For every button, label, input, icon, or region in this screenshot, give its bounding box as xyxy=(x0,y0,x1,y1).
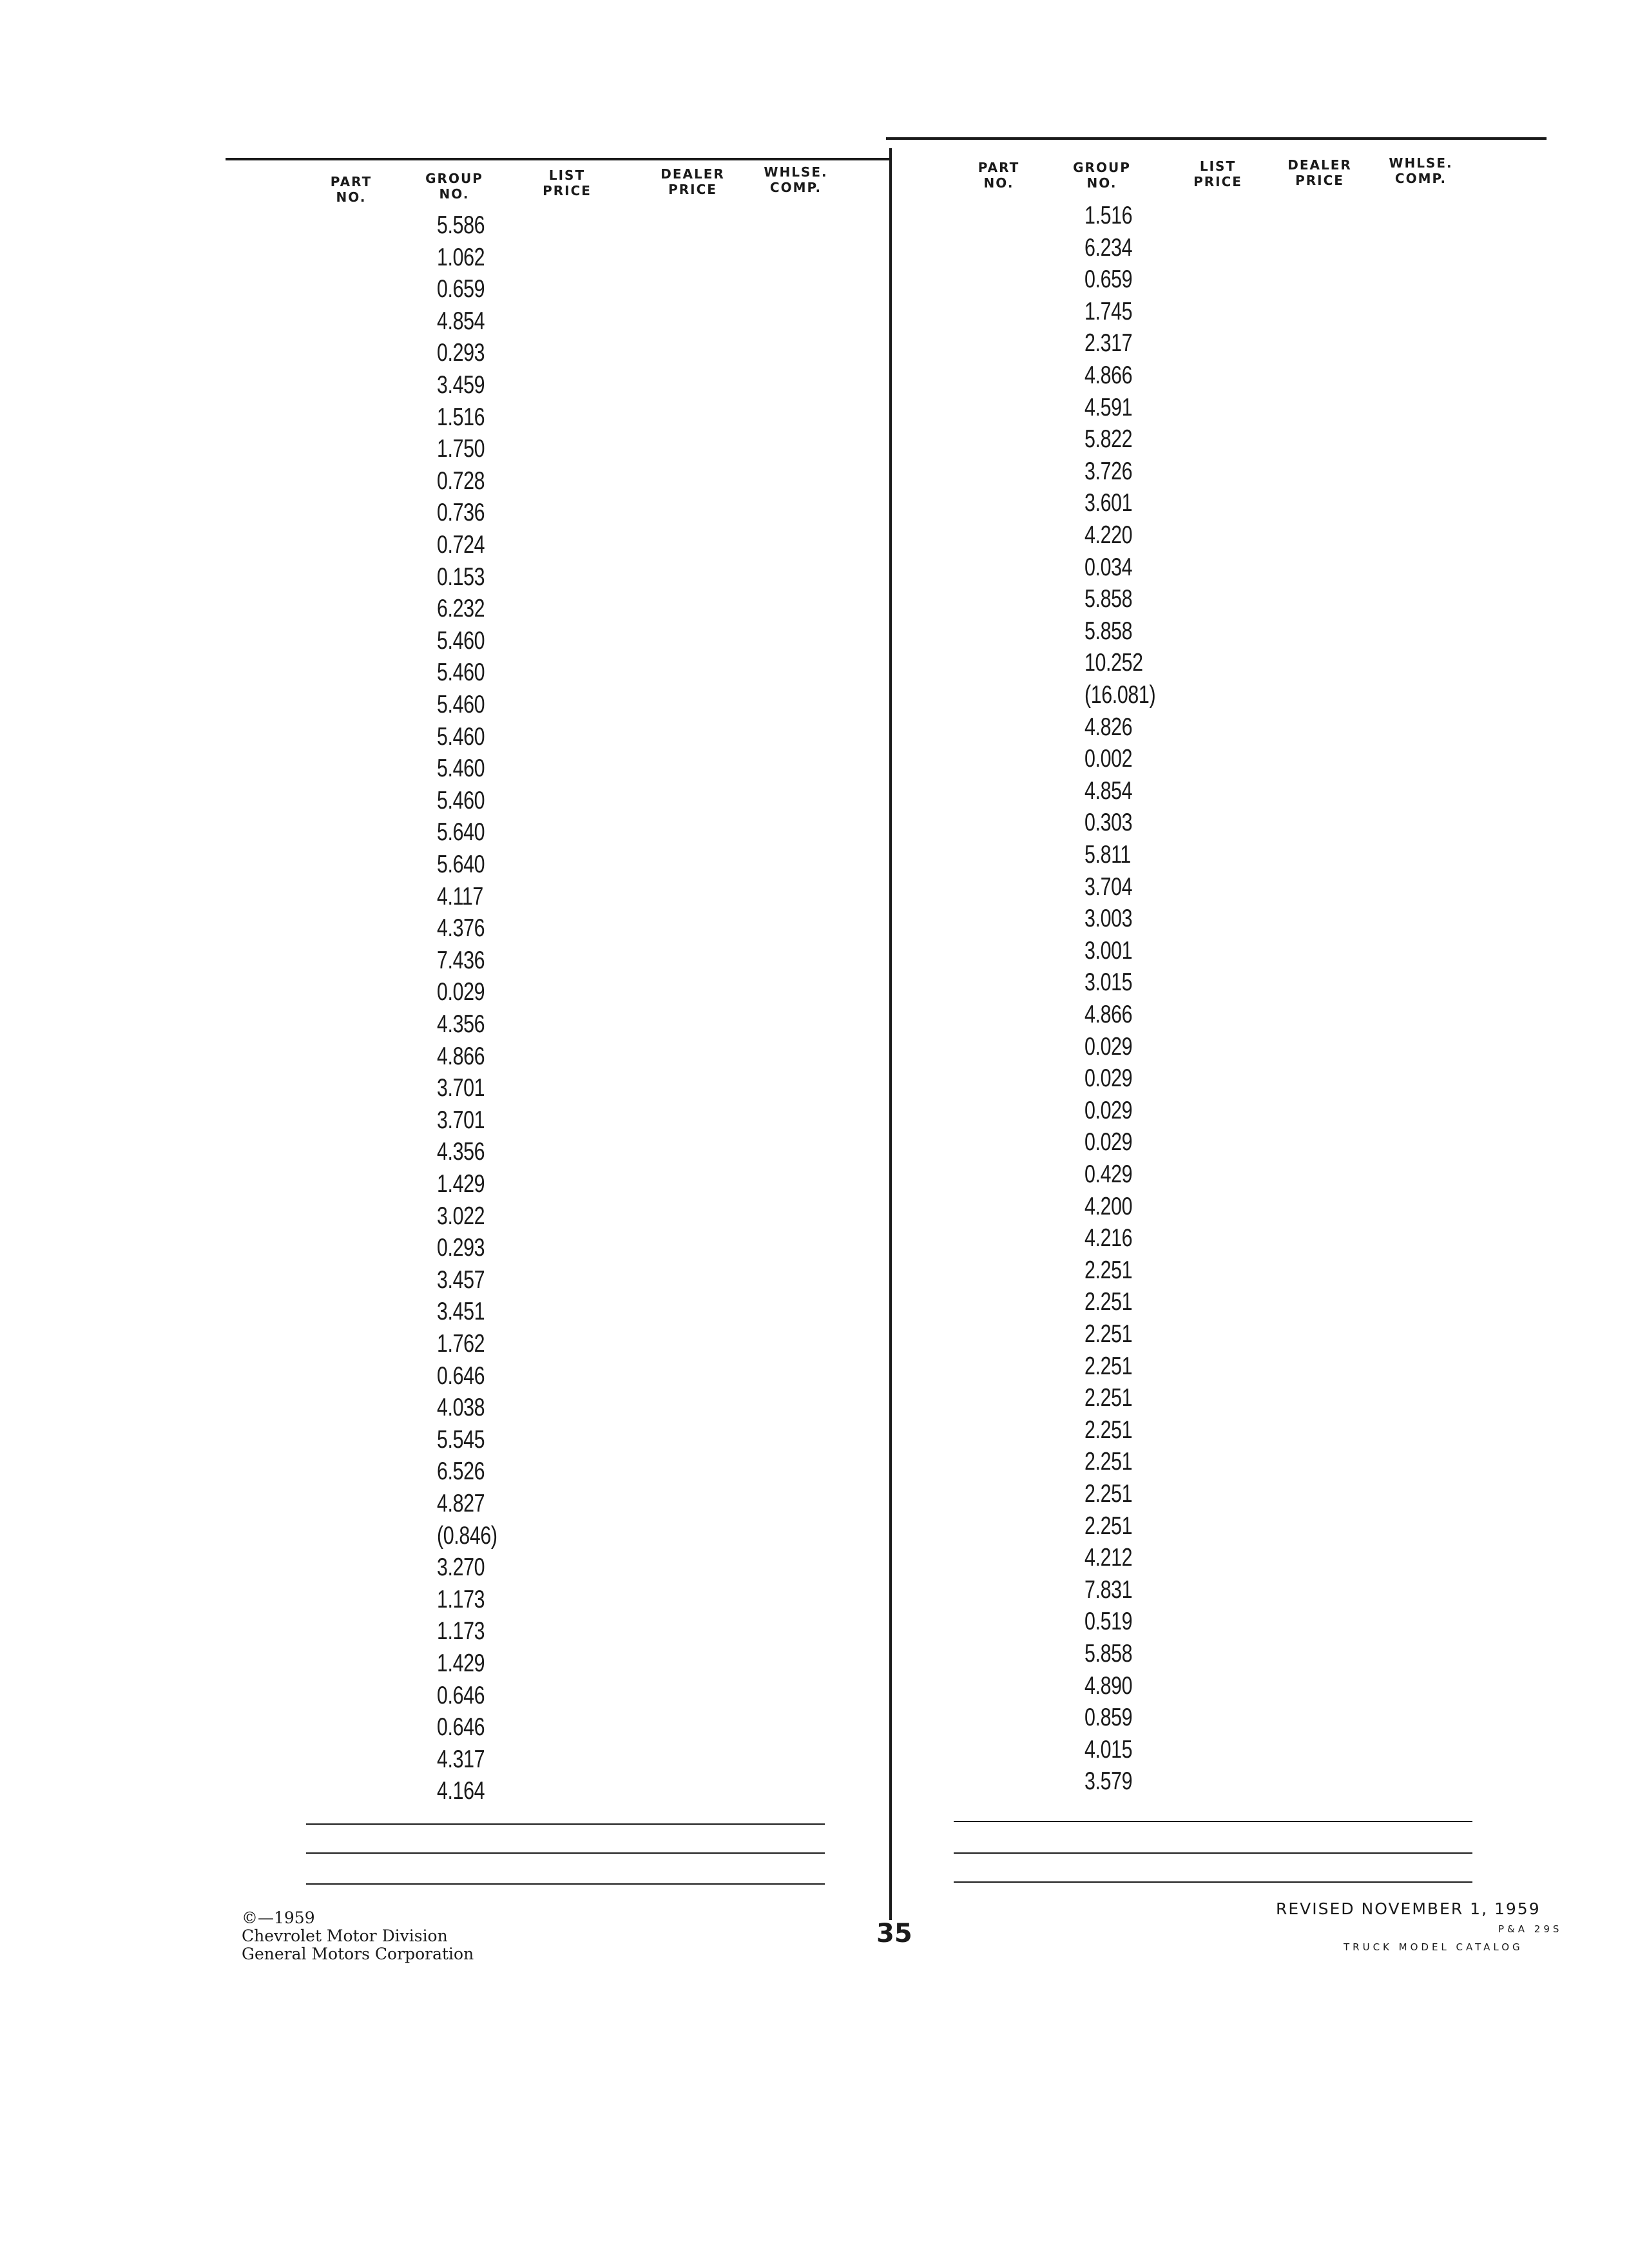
group-number: 6.232 xyxy=(437,595,485,623)
catalog-title: TRUCK MODEL CATALOG xyxy=(1344,1941,1523,1953)
group-number: 3.451 xyxy=(437,1298,485,1326)
group-number: 4.827 xyxy=(437,1490,485,1517)
copyright-notice: ©—1959 xyxy=(242,1908,315,1927)
footer-rule-left-1 xyxy=(306,1823,825,1825)
header-list xyxy=(1160,159,1276,189)
group-number: 0.724 xyxy=(437,531,485,559)
group-number: 4.212 xyxy=(1084,1544,1133,1572)
group-number: 0.293 xyxy=(437,1234,485,1262)
header-list-line2: PRICE xyxy=(1193,174,1242,189)
group-number: 5.858 xyxy=(1084,1640,1133,1667)
group-number: 3.459 xyxy=(437,371,485,399)
group-number: 4.356 xyxy=(437,1010,485,1038)
group-number: 6.526 xyxy=(437,1457,485,1486)
group-number: 0.659 xyxy=(437,275,485,303)
group-number: 0.153 xyxy=(437,562,485,591)
group-number: 3.003 xyxy=(1084,905,1133,933)
group-number: 5.460 xyxy=(437,722,485,751)
catalog-code: P&A 29S xyxy=(1498,1923,1563,1935)
group-number: 4.890 xyxy=(1084,1671,1133,1700)
group-number: 5.460 xyxy=(437,786,485,814)
group-number: 5.858 xyxy=(1084,617,1133,645)
group-number: 3.579 xyxy=(1084,1767,1133,1796)
group-number: 0.646 xyxy=(437,1713,485,1742)
group-number: 3.701 xyxy=(437,1074,485,1102)
header-group-line2: NO. xyxy=(1086,175,1117,191)
group-number: 4.866 xyxy=(1084,1001,1133,1028)
group-number: 0.519 xyxy=(1084,1608,1133,1636)
header-whlse xyxy=(1363,155,1479,186)
group-number: 3.015 xyxy=(1084,968,1133,997)
group-number: 5.545 xyxy=(437,1425,485,1454)
top-rule-left xyxy=(226,158,889,160)
group-number: 4.826 xyxy=(1084,713,1133,741)
header-group xyxy=(1044,160,1160,191)
group-number: 3.601 xyxy=(1084,489,1133,517)
footer-rule-right-1 xyxy=(954,1821,1472,1822)
group-number: 0.002 xyxy=(1084,745,1133,773)
group-number: 4.854 xyxy=(437,307,485,335)
footer-rule-right-3 xyxy=(954,1881,1472,1883)
header-part-line2: NO. xyxy=(336,189,367,205)
group-number: 2.251 xyxy=(1084,1352,1133,1380)
group-number: 4.220 xyxy=(1084,521,1133,549)
header-part xyxy=(941,160,1057,191)
group-number: 2.251 xyxy=(1084,1256,1133,1284)
group-number: 5.811 xyxy=(1084,841,1131,869)
group-number: 1.173 xyxy=(437,1617,485,1646)
group-number: 5.460 xyxy=(437,754,485,783)
group-number: 5.460 xyxy=(437,691,485,718)
header-dealer-line2: PRICE xyxy=(668,182,717,197)
group-number: 4.164 xyxy=(437,1777,485,1805)
group-number: 1.516 xyxy=(1084,202,1133,229)
group-number: 3.704 xyxy=(1084,872,1133,901)
header-list-line1: LIST xyxy=(548,168,586,183)
group-number: 4.866 xyxy=(437,1042,485,1070)
footer-rule-left-2 xyxy=(306,1852,825,1854)
header-whlse-line1: WHLSE. xyxy=(1389,155,1453,171)
group-number: 3.001 xyxy=(1084,936,1133,965)
group-number: 0.029 xyxy=(437,978,485,1006)
group-number: 5.460 xyxy=(437,658,485,687)
footer-rule-right-2 xyxy=(954,1852,1472,1854)
group-number: 0.029 xyxy=(1084,1096,1133,1124)
group-number: 0.736 xyxy=(437,499,485,527)
header-dealer-line1: DEALER xyxy=(1287,157,1352,173)
top-rule-right xyxy=(886,137,1547,140)
column-divider xyxy=(889,148,892,1920)
group-number: 0.646 xyxy=(437,1361,485,1390)
group-number: 0.859 xyxy=(1084,1704,1133,1732)
group-number: 0.293 xyxy=(437,339,485,367)
group-number: 3.701 xyxy=(437,1106,485,1134)
group-number: 4.200 xyxy=(1084,1192,1133,1220)
group-number: (16.081) xyxy=(1084,681,1156,709)
group-number: 4.038 xyxy=(437,1394,485,1422)
group-number: 4.117 xyxy=(437,882,483,910)
group-number: 0.429 xyxy=(1084,1160,1133,1188)
group-number: 2.251 xyxy=(1084,1448,1133,1476)
group-number: 0.646 xyxy=(437,1681,485,1709)
group-number: 2.251 xyxy=(1084,1384,1133,1412)
header-whlse-line2: COMP. xyxy=(1394,171,1447,186)
group-number: 0.029 xyxy=(1084,1128,1133,1157)
group-number: 1.745 xyxy=(1084,297,1133,325)
footer-rule-left-3 xyxy=(306,1883,825,1885)
group-number: 2.251 xyxy=(1084,1512,1133,1540)
group-number: 3.726 xyxy=(1084,457,1133,485)
group-number: 4.015 xyxy=(1084,1735,1133,1763)
group-number: 4.317 xyxy=(437,1745,485,1773)
group-number: 4.866 xyxy=(1084,361,1133,389)
header-whlse-line2: COMP. xyxy=(769,180,822,195)
header-dealer xyxy=(1262,157,1378,188)
group-number: 5.858 xyxy=(1084,585,1133,613)
group-number: (0.846) xyxy=(437,1521,497,1550)
group-number: 5.640 xyxy=(437,818,485,847)
header-part-line1: PART xyxy=(330,174,372,189)
header-dealer-line2: PRICE xyxy=(1295,173,1344,188)
header-whlse-line1: WHLSE. xyxy=(764,164,828,180)
group-number: 1.429 xyxy=(437,1170,485,1198)
group-number: 4.216 xyxy=(1084,1224,1133,1253)
group-number: 2.251 xyxy=(1084,1320,1133,1348)
group-number: 0.029 xyxy=(1084,1064,1133,1093)
division-name: Chevrolet Motor Division xyxy=(242,1927,448,1945)
header-list-line1: LIST xyxy=(1199,159,1237,174)
group-number: 4.356 xyxy=(437,1138,485,1166)
header-group-line1: GROUP xyxy=(425,171,483,186)
group-number: 3.270 xyxy=(437,1553,485,1582)
group-number: 6.234 xyxy=(1084,233,1133,262)
group-number: 5.640 xyxy=(437,850,485,878)
group-number: 1.062 xyxy=(437,243,485,271)
group-number: 1.762 xyxy=(437,1330,485,1358)
group-number: 0.029 xyxy=(1084,1032,1133,1061)
group-number: 1.750 xyxy=(437,435,485,463)
header-dealer xyxy=(635,166,751,197)
group-number: 7.436 xyxy=(437,946,485,974)
group-number: 4.591 xyxy=(1084,393,1133,421)
group-number: 0.303 xyxy=(1084,809,1133,837)
group-number: 0.659 xyxy=(1084,265,1133,294)
header-part-line1: PART xyxy=(978,160,1020,175)
group-number: 5.586 xyxy=(437,211,485,239)
group-number: 0.034 xyxy=(1084,553,1133,581)
group-number: 3.457 xyxy=(437,1265,485,1294)
header-group-line2: NO. xyxy=(439,186,470,202)
group-number: 2.251 xyxy=(1084,1288,1133,1316)
header-whlse xyxy=(738,164,854,195)
group-number: 2.251 xyxy=(1084,1416,1133,1444)
page-number: 35 xyxy=(876,1919,912,1948)
group-number: 5.822 xyxy=(1084,425,1133,454)
group-number: 1.173 xyxy=(437,1585,485,1613)
group-number: 2.317 xyxy=(1084,329,1133,358)
header-part-line2: NO. xyxy=(983,175,1014,191)
revision-date: REVISED NOVEMBER 1, 1959 xyxy=(1276,1899,1541,1918)
group-number: 4.376 xyxy=(437,914,485,943)
group-number: 2.251 xyxy=(1084,1480,1133,1508)
group-number: 1.429 xyxy=(437,1649,485,1677)
header-list xyxy=(509,168,625,198)
header-group xyxy=(396,171,512,202)
group-number: 4.854 xyxy=(1084,776,1133,805)
header-list-line2: PRICE xyxy=(543,183,592,198)
group-number: 10.252 xyxy=(1084,649,1143,677)
group-number: 3.022 xyxy=(437,1202,485,1230)
group-number: 1.516 xyxy=(437,403,485,431)
corporation-name: General Motors Corporation xyxy=(242,1945,474,1963)
header-group-line1: GROUP xyxy=(1073,160,1131,175)
header-dealer-line1: DEALER xyxy=(660,166,725,182)
header-part xyxy=(293,174,409,205)
group-number: 0.728 xyxy=(437,466,485,495)
group-number: 5.460 xyxy=(437,626,485,655)
group-number: 7.831 xyxy=(1084,1575,1133,1604)
